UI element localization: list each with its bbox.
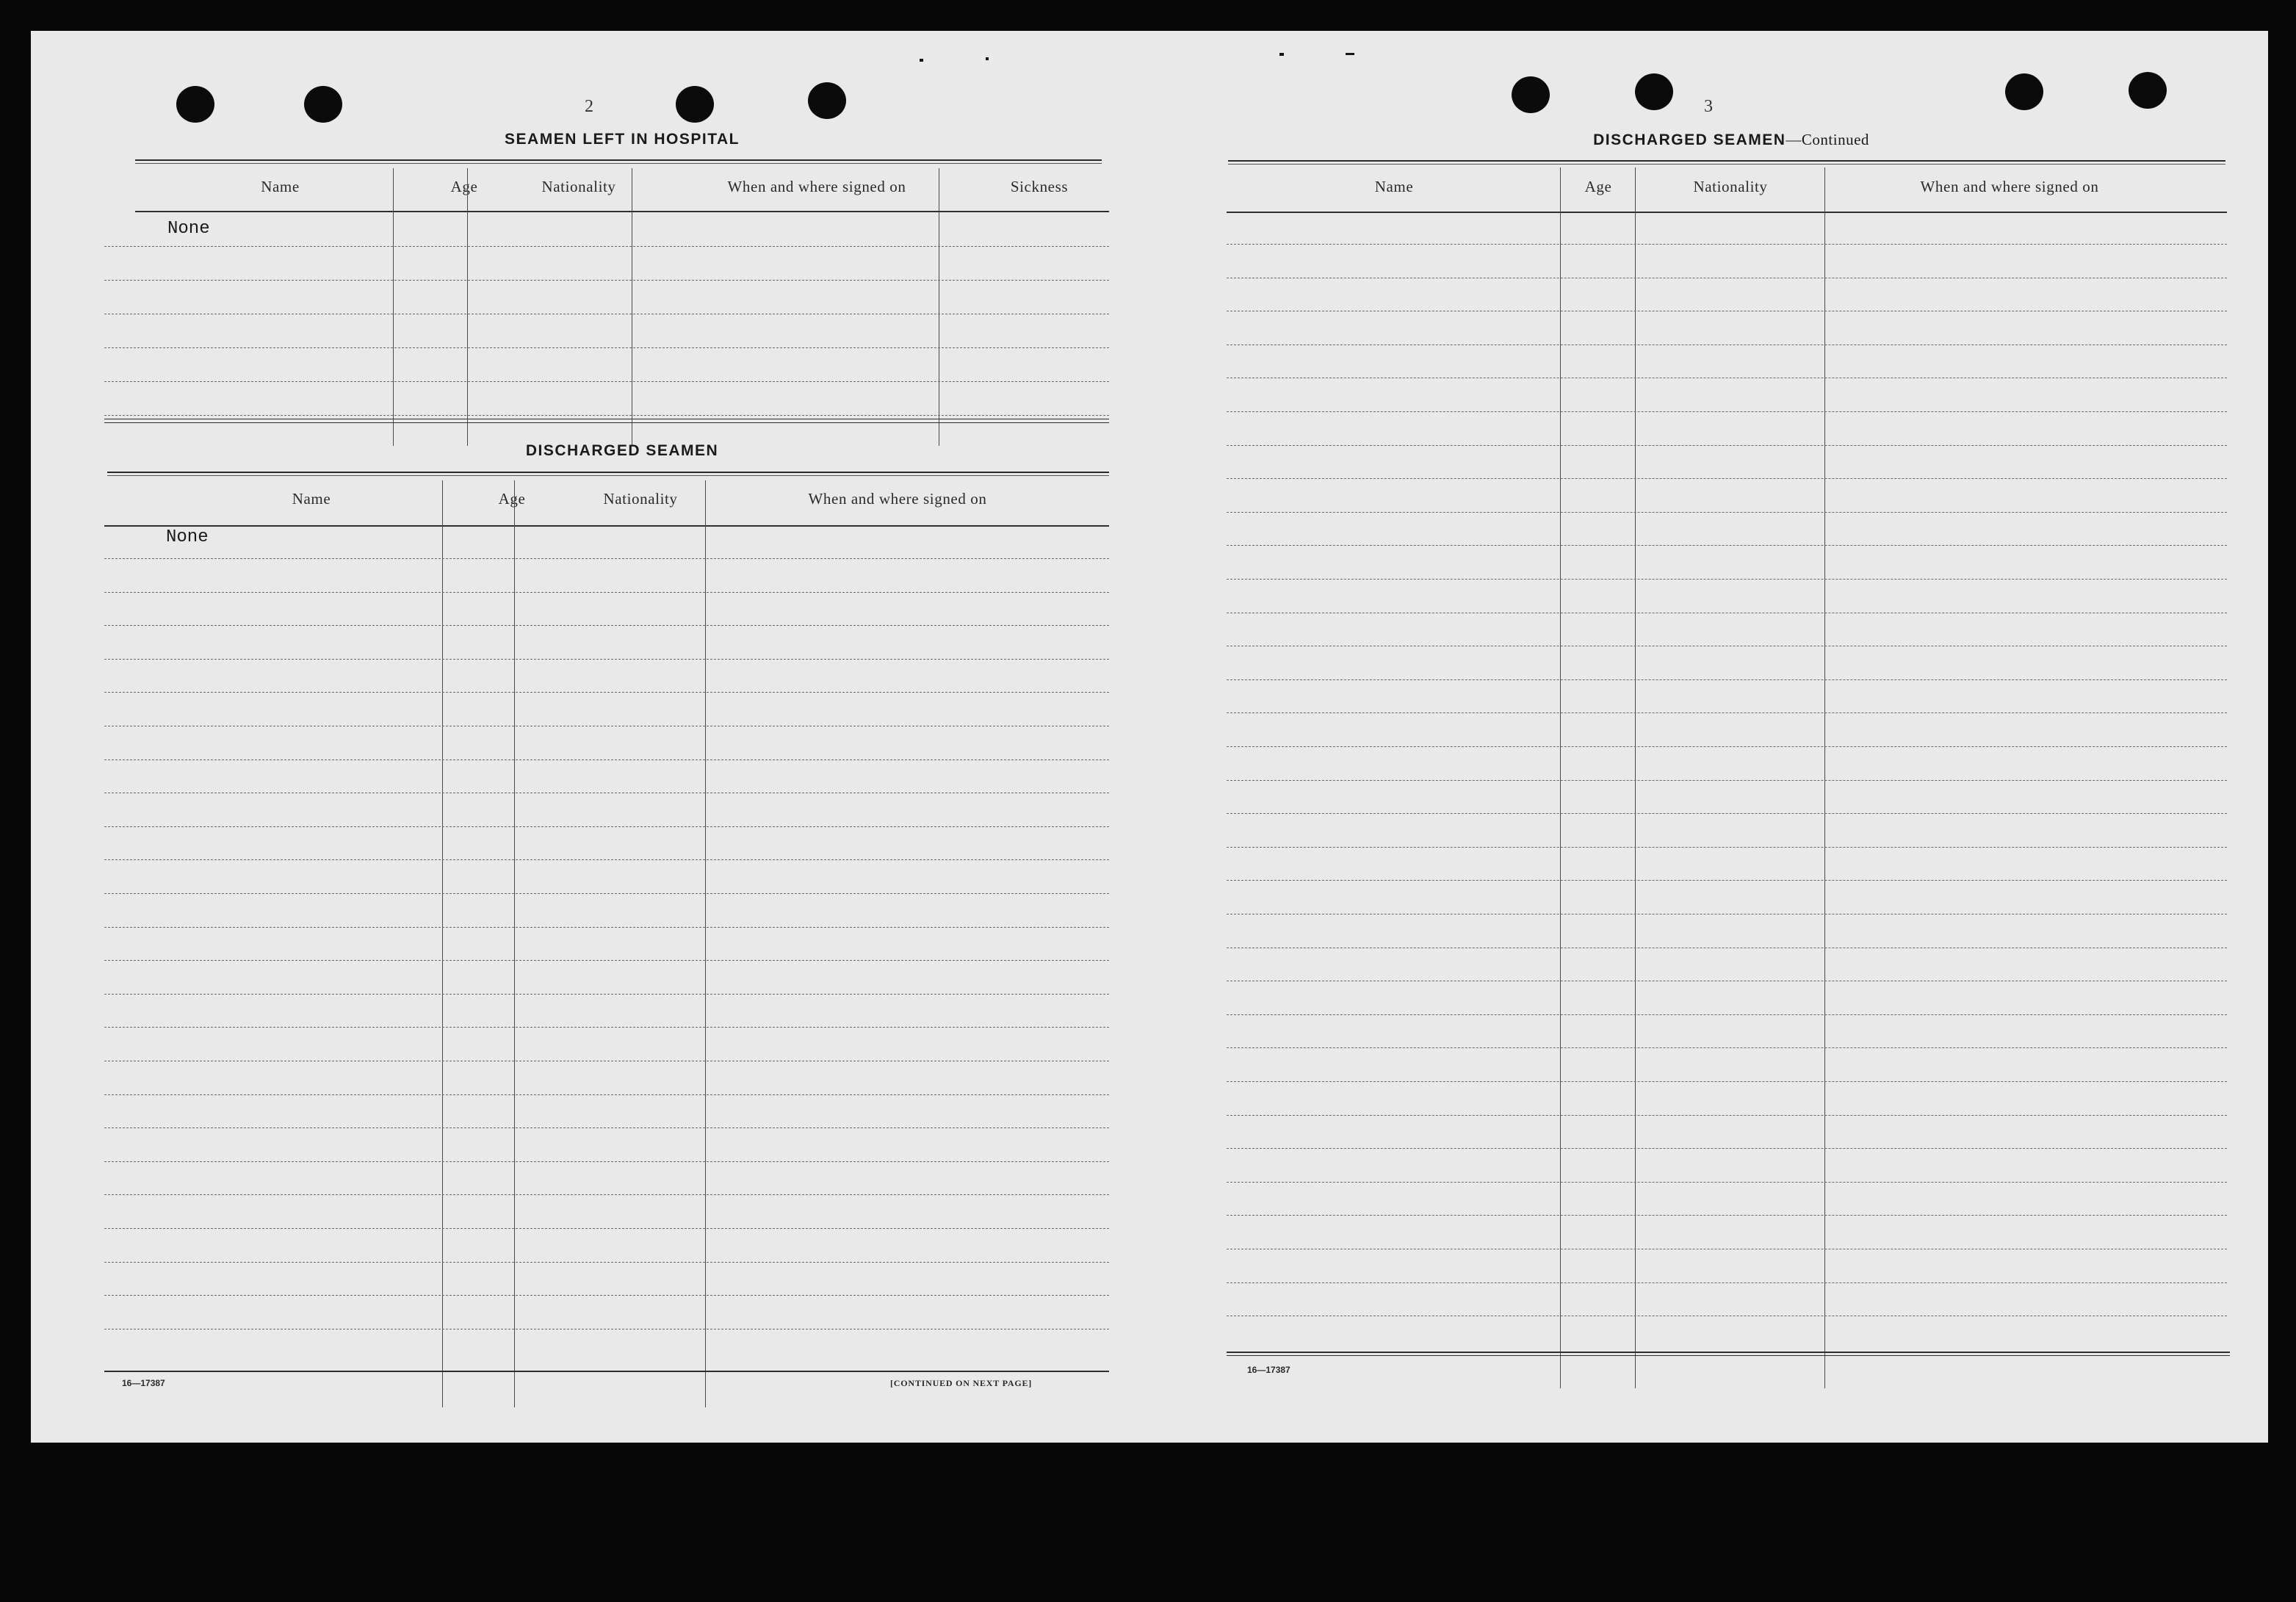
row-line bbox=[1227, 344, 2227, 345]
column-divider bbox=[467, 168, 468, 446]
form-number: 16—17387 bbox=[122, 1378, 165, 1388]
document-sheet bbox=[31, 31, 2268, 1443]
column-header-when-where: When and where signed on bbox=[1920, 178, 2099, 195]
row-line bbox=[104, 280, 1109, 281]
row-line bbox=[104, 893, 1109, 894]
row-line bbox=[1227, 1148, 2227, 1149]
row-line bbox=[104, 1027, 1109, 1028]
row-line bbox=[1227, 1115, 2227, 1116]
column-header-nationality: Nationality bbox=[1693, 178, 1768, 195]
scan-speck bbox=[920, 59, 923, 62]
row-line bbox=[104, 1228, 1109, 1229]
table-top-rule bbox=[107, 472, 1109, 476]
row-line bbox=[1227, 780, 2227, 781]
scan-speck bbox=[1346, 53, 1354, 55]
column-header-age: Age bbox=[1584, 178, 1612, 195]
page-number: 2 bbox=[585, 97, 593, 116]
punch-hole bbox=[2129, 72, 2167, 109]
section-title-discharged: DISCHARGED SEAMEN bbox=[525, 442, 719, 459]
punch-hole bbox=[304, 86, 342, 123]
punch-hole bbox=[808, 82, 846, 119]
section-title-hospital: SEAMEN LEFT IN HOSPITAL bbox=[505, 131, 740, 148]
row-line bbox=[1227, 445, 2227, 446]
column-header-age: Age bbox=[498, 490, 526, 508]
column-header-nationality: Nationality bbox=[541, 178, 616, 195]
row-line bbox=[104, 592, 1109, 593]
column-header-name: Name bbox=[261, 178, 300, 195]
punch-hole bbox=[676, 86, 714, 123]
column-header-name: Name bbox=[292, 490, 331, 508]
section-title-text: DISCHARGED SEAMEN bbox=[1593, 131, 1786, 148]
header-rule bbox=[104, 525, 1109, 527]
row-line bbox=[1227, 478, 2227, 479]
column-header-sickness: Sickness bbox=[1010, 178, 1069, 195]
row-line bbox=[1227, 1081, 2227, 1082]
row-line bbox=[1227, 579, 2227, 580]
column-divider bbox=[1635, 167, 1636, 1388]
table-bottom-rule bbox=[104, 1371, 1109, 1372]
section-title-suffix: —Continued bbox=[1786, 131, 1869, 148]
row-line bbox=[104, 381, 1109, 382]
row-line bbox=[104, 1127, 1109, 1128]
row-line bbox=[1227, 1047, 2227, 1048]
scan-speck bbox=[986, 57, 989, 60]
column-header-age: Age bbox=[450, 178, 478, 195]
row-line bbox=[104, 826, 1109, 827]
row-line bbox=[1227, 411, 2227, 412]
continued-note: [CONTINUED ON NEXT PAGE] bbox=[890, 1378, 1033, 1388]
row-line bbox=[1227, 847, 2227, 848]
row-line bbox=[1227, 1182, 2227, 1183]
row-line bbox=[104, 1161, 1109, 1162]
table-bottom-rule bbox=[1227, 1352, 2230, 1353]
seaman-name-entry: None bbox=[166, 527, 209, 547]
row-line bbox=[104, 1194, 1109, 1195]
column-divider bbox=[514, 480, 515, 1407]
column-header-nationality: Nationality bbox=[603, 490, 678, 508]
table-bottom-rule bbox=[104, 422, 1109, 423]
punch-hole bbox=[176, 86, 214, 123]
column-header-when-where: When and where signed on bbox=[727, 178, 906, 195]
row-line bbox=[104, 558, 1109, 559]
form-number: 16—17387 bbox=[1247, 1365, 1290, 1375]
column-divider bbox=[393, 168, 394, 446]
header-rule bbox=[1227, 212, 2227, 213]
punch-hole bbox=[1512, 76, 1550, 113]
row-line bbox=[104, 1262, 1109, 1263]
table-bottom-rule bbox=[1227, 1355, 2230, 1356]
header-rule bbox=[135, 211, 1109, 212]
table-top-rule bbox=[1228, 160, 2225, 165]
row-line bbox=[104, 246, 1109, 247]
column-divider bbox=[705, 480, 706, 1407]
row-line bbox=[104, 625, 1109, 626]
row-line bbox=[104, 347, 1109, 348]
page-number: 3 bbox=[1704, 97, 1713, 116]
punch-hole bbox=[1635, 73, 1673, 110]
row-line bbox=[1227, 1215, 2227, 1216]
column-header-name: Name bbox=[1374, 178, 1414, 195]
row-line bbox=[1227, 244, 2227, 245]
scan-speck bbox=[1279, 53, 1284, 56]
row-line bbox=[1227, 746, 2227, 747]
section-title-discharged-continued bbox=[1228, 131, 2234, 149]
row-line bbox=[104, 1295, 1109, 1296]
column-divider bbox=[1824, 167, 1825, 1388]
punch-hole bbox=[2005, 73, 2043, 110]
row-line bbox=[1227, 512, 2227, 513]
row-line bbox=[104, 1094, 1109, 1095]
row-line bbox=[1227, 712, 2227, 713]
row-line bbox=[104, 927, 1109, 928]
row-line bbox=[1227, 1282, 2227, 1283]
row-line bbox=[1227, 813, 2227, 814]
row-line bbox=[1227, 1014, 2227, 1015]
column-divider bbox=[442, 480, 443, 1407]
row-line bbox=[1227, 880, 2227, 881]
column-divider bbox=[1560, 167, 1561, 1388]
row-line bbox=[104, 960, 1109, 961]
column-header-when-where: When and where signed on bbox=[808, 490, 987, 508]
row-line bbox=[104, 759, 1109, 760]
seaman-name-entry: None bbox=[167, 219, 210, 239]
row-line bbox=[104, 659, 1109, 660]
row-line bbox=[1227, 679, 2227, 680]
table-top-rule bbox=[135, 159, 1102, 164]
row-line bbox=[104, 415, 1109, 416]
row-line bbox=[104, 692, 1109, 693]
row-line bbox=[104, 859, 1109, 860]
row-line bbox=[104, 994, 1109, 995]
row-line bbox=[1227, 545, 2227, 546]
